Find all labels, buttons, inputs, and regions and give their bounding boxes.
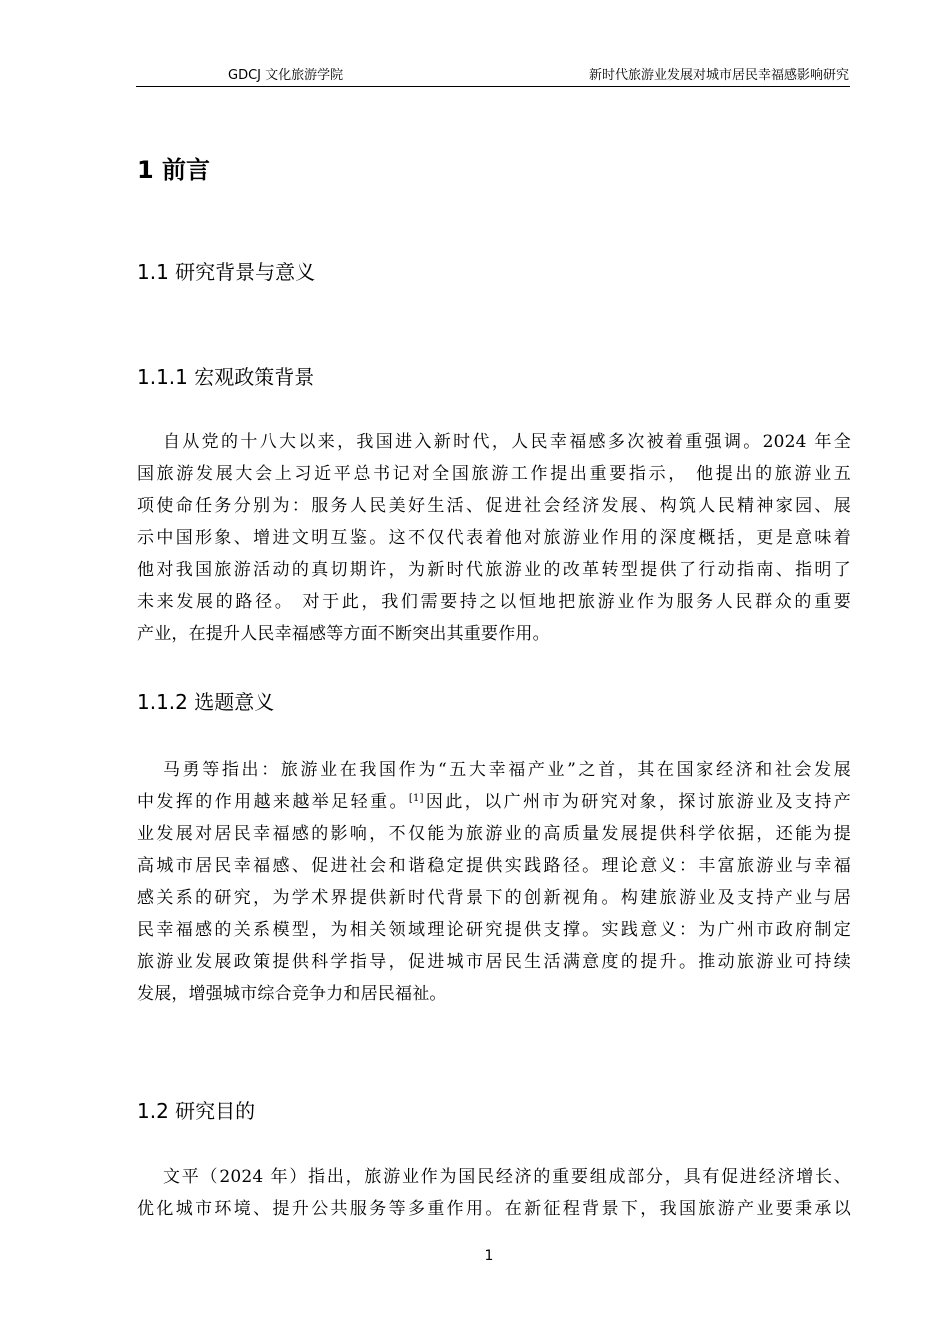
header-rule	[136, 86, 850, 87]
text-run: 中发挥的作用越来越举足轻重。	[137, 792, 409, 812]
paragraph-line: 自从党的十八大以来，我国进入新时代，人民幸福感多次被着重强调。2024 年全	[163, 432, 851, 452]
citation-ref: [1]	[408, 793, 424, 804]
page-number: 1	[484, 1248, 494, 1264]
paragraph-line: 文平（2024 年）指出，旅游业作为国民经济的重要组成部分，具有促进经济增长、	[163, 1167, 851, 1187]
paragraph-line: 产业，在提升人民幸福感等方面不断突出其重要作用。	[137, 624, 550, 644]
paragraph-line: 优化城市环境、提升公共服务等多重作用。在新征程背景下，我国旅游产业要秉承以	[137, 1199, 851, 1219]
paragraph-line: 未来发展的路径。 对于此，我们需要持之以恒地把旅游业作为服务人民群众的重要	[137, 592, 851, 612]
paragraph-line: 高城市居民幸福感、促进社会和谐稳定提供实践路径。理论意义：丰富旅游业与幸福	[137, 856, 851, 876]
text-run: 因此，以广州市为研究对象，探讨旅游业及支持产	[423, 792, 851, 812]
paragraph-line: 旅游业发展政策提供科学指导，促进城市居民生活满意度的提升。推动旅游业可持续	[137, 952, 851, 972]
paragraph-line: 业发展对居民幸福感的影响，不仅能为旅游业的高质量发展提供科学依据，还能为提	[137, 824, 851, 844]
running-header-right: 新时代旅游业发展对城市居民幸福感影响研究	[588, 68, 849, 83]
paragraph-line: 感关系的研究，为学术界提供新时代背景下的创新视角。构建旅游业及支持产业与居	[137, 888, 851, 908]
subsection-heading-1-1-1: 1.1.1 宏观政策背景	[137, 365, 315, 389]
paragraph-line: 民幸福感的关系模型，为相关领域理论研究提供支撑。实践意义：为广州市政府制定	[137, 920, 851, 940]
paragraph-line: 他对我国旅游活动的真切期许，为新时代旅游业的改革转型提供了行动指南、指明了	[137, 560, 851, 580]
chapter-heading: 1 前言	[137, 156, 211, 184]
subsection-heading-1-1-2: 1.1.2 选题意义	[137, 690, 275, 714]
section-heading-1-2: 1.2 研究目的	[137, 1099, 256, 1123]
paragraph-line: 发展，增强城市综合竞争力和居民福祉。	[137, 984, 447, 1004]
paragraph-line: 国旅游发展大会上习近平总书记对全国旅游工作提出重要指示， 他提出的旅游业五	[137, 464, 851, 484]
paragraph-line: 示中国形象、增进文明互鉴。这不仅代表着他对旅游业作用的深度概括，更是意味着	[137, 528, 851, 548]
section-heading-1-1: 1.1 研究背景与意义	[137, 260, 316, 284]
paragraph-line-with-citation	[137, 790, 851, 814]
running-header-left: GDCJ 文化旅游学院	[228, 68, 344, 83]
paragraph-line: 马勇等指出：旅游业在我国作为“五大幸福产业”之首，其在国家经济和社会发展	[163, 760, 851, 780]
paragraph-line: 项使命任务分别为：服务人民美好生活、促进社会经济发展、构筑人民精神家园、展	[137, 496, 851, 516]
